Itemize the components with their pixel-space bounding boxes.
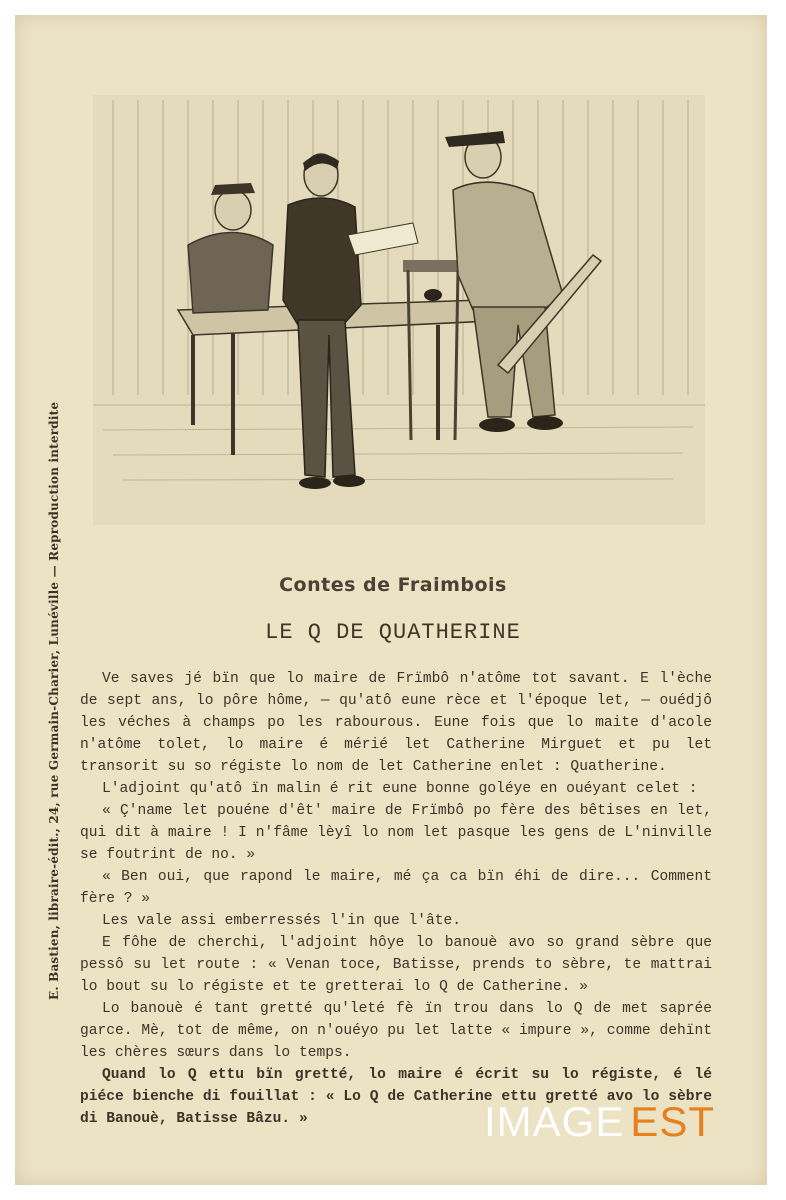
paragraph: « Ç'name let pouéne d'êt' maire de Frïmbô po fère des bêtises en let, qui dit à maire ! I n'fâme lèyî lo nom let pasque les gens de L'ninville se foutrint de no. » xyxy=(80,803,712,863)
paragraph: E fôhe de cherchi, l'adjoint hôye lo banouè avo so grand sèbre que pessô su let route : « Venan toce, Batisse, prends to sèbre, te mattrai lo bout su lo régiste et te gretterai lo Q de Catherine. » xyxy=(80,935,712,995)
paragraph: L'adjoint qu'atô ïn malin é rit eune bonne goléye en ouéyant celet : xyxy=(102,781,698,797)
paragraph: Quand lo Q ettu bïn gretté, lo maire é écrit su lo régiste, é lé piéce bienche di fouillat : « Lo Q de Catherine ettu gretté avo lo sèbre di Banouè, Batisse Bâzu. » xyxy=(80,1067,712,1127)
engraving-illustration xyxy=(93,95,705,525)
watermark-part1: IMAGE xyxy=(484,1098,625,1145)
paragraph: Lo banouè é tant gretté qu'leté fè ïn trou dans lo Q de met saprée garce. Mè, tot de même, on n'ouéyo pu let latte « impure », comme dehïnt les chères sœurs dans lo temps. xyxy=(80,1001,712,1061)
publisher-imprint: E. Bastien, libraire-édit., 24, rue Germain-Charier, Lunéville — Reproduction interdite xyxy=(47,401,61,1000)
paragraph: « Ben oui, que rapond le maire, mé ça ca bïn éhi de dire... Comment fère ? » xyxy=(80,869,712,907)
paragraph: Les vale assi emberressés l'in que l'âte. xyxy=(102,913,462,929)
series-title: Contes de Fraimbois xyxy=(279,574,507,596)
story-text xyxy=(80,668,712,1130)
image-est-watermark xyxy=(484,1098,715,1146)
paragraph: Ve saves jé bïn que lo maire de Frïmbô n'atôme tot savant. E l'èche de sept ans, lo pôre hôme, — qu'atô eune rèce et l'époque let, — ouédjô les véches à champs po les rabourous. Eune fois que lo maite d'acole n'atôme tolet, lo maire é mérié let Catherine Mirguet et pu let transorit su so régiste lo nom de let Catherine enlet : Quatherine. xyxy=(80,671,712,775)
watermark-part2: EST xyxy=(630,1098,716,1145)
story-title: LE Q DE QUATHERINE xyxy=(265,620,521,645)
